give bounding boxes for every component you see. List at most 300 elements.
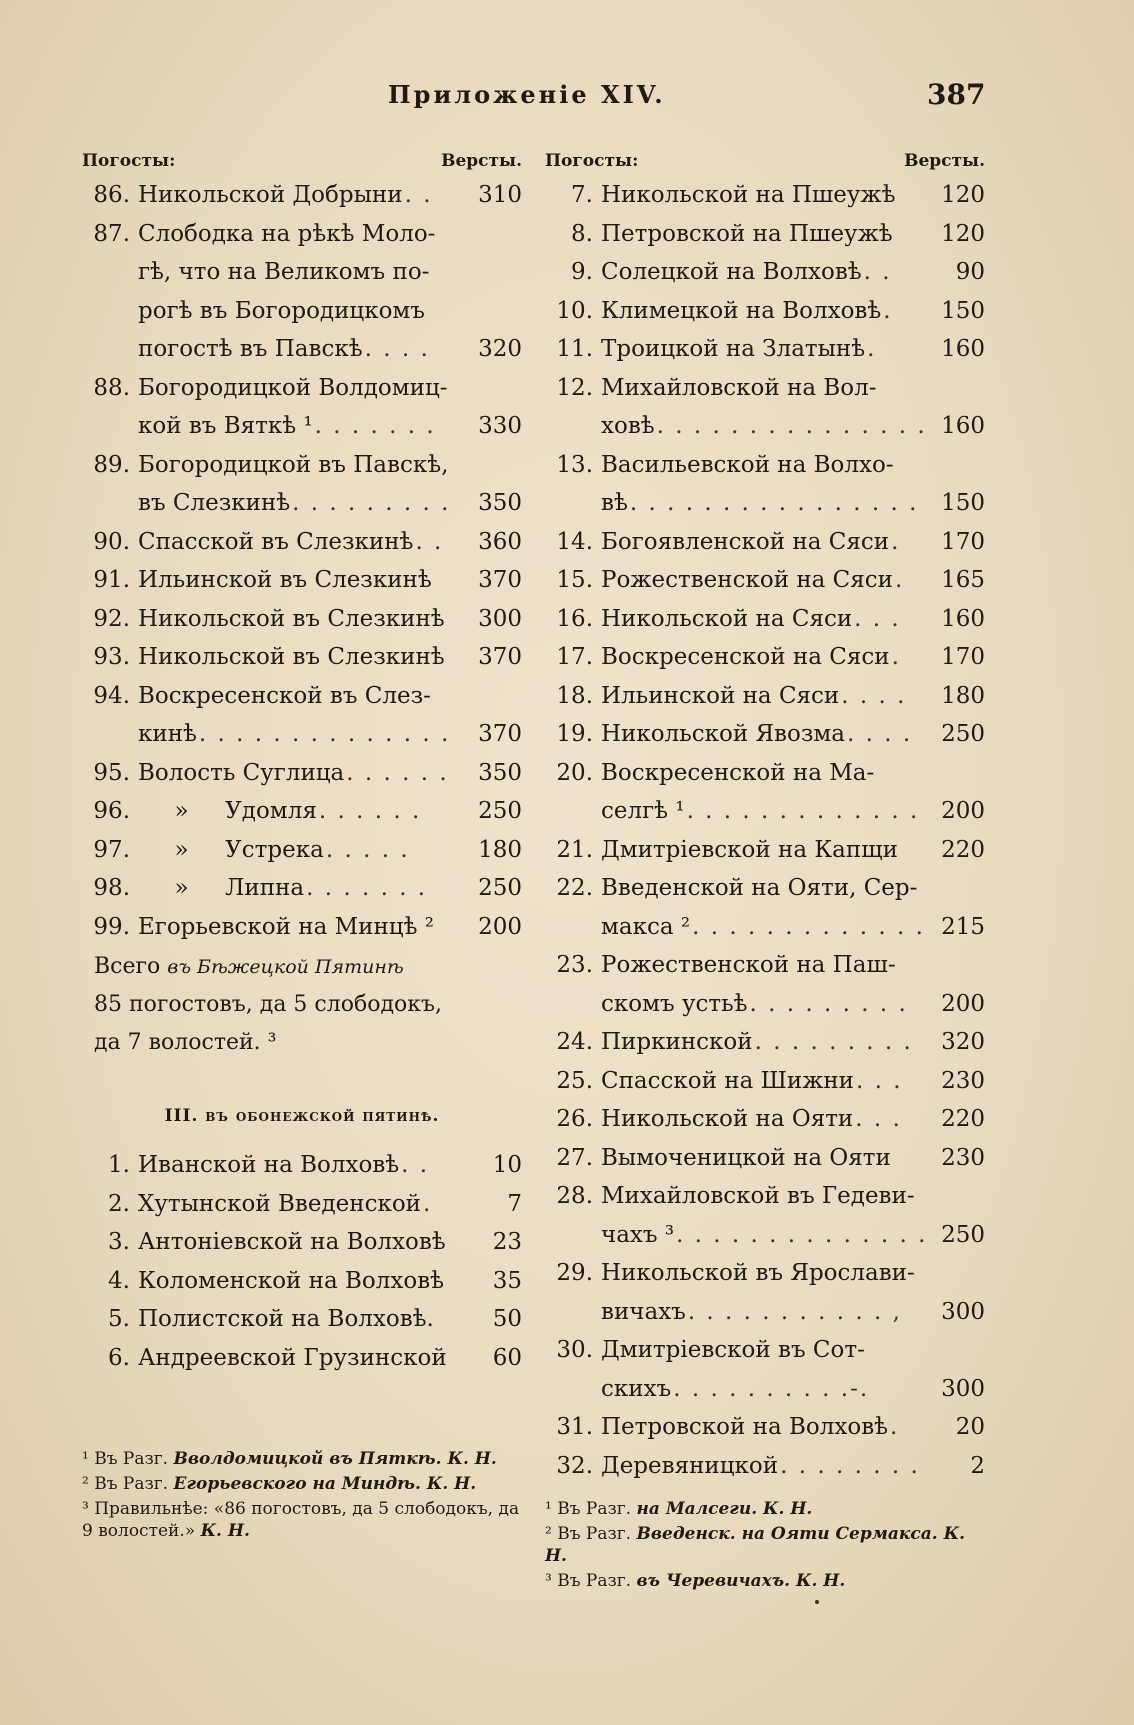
entry-name: Деревяницкой [601, 1452, 779, 1479]
entry-name: Солецкой на Волховѣ [601, 259, 862, 285]
entry-line [82, 1146, 522, 1185]
entry-line [82, 1300, 522, 1339]
footnotes-left [82, 1448, 527, 1545]
entry-line [82, 1223, 522, 1262]
section-title: III. въ обонежской пятинѣ. [164, 1106, 440, 1126]
entry-number: 96. [93, 798, 130, 824]
footnote-source: К. Н. [200, 1521, 250, 1541]
leader-dots: . [891, 528, 901, 555]
entry-line [545, 1100, 985, 1139]
entry-line [82, 330, 522, 369]
settlement-entry [82, 831, 522, 870]
footnote [545, 1570, 985, 1592]
leader-dots: . . [404, 182, 433, 208]
entry-line [82, 638, 522, 677]
entry-name: чахъ ³ [601, 1221, 675, 1248]
entry-number: 86. [93, 182, 130, 208]
entry-number: 21. [556, 836, 593, 863]
distance-versts: 170 [941, 528, 985, 555]
distance-versts: 50 [492, 1306, 522, 1332]
settlement-entry [82, 523, 522, 562]
entry-number: 1. [108, 1152, 130, 1178]
distance-versts: 150 [941, 297, 985, 324]
entry-number: 20. [556, 759, 593, 786]
distance-versts: 23 [492, 1229, 522, 1255]
entry-number: 19. [556, 721, 593, 747]
leader-dots: . . . . . . . . . [749, 990, 908, 1017]
entry-name: Спасской на Шижни [601, 1067, 855, 1094]
leader-dots: . . [401, 1152, 430, 1178]
entry-name: Ильинской въ Слезкинѣ [138, 567, 432, 593]
distance-versts: 330 [478, 413, 522, 439]
entry-number: 30. [556, 1337, 593, 1363]
settlement-entry [545, 1331, 985, 1408]
entry-number: 32. [556, 1452, 593, 1479]
page-number: 387 [927, 78, 986, 111]
entry-name: погостѣ въ Павскѣ [138, 336, 363, 362]
entry-number: 29. [556, 1260, 593, 1286]
entry-number: 94. [93, 682, 130, 709]
leader-dots: . . . . . . [346, 759, 449, 786]
leader-dots: . . . . . . . . . . . . . . . . [629, 490, 919, 516]
entry-number: 12. [556, 374, 593, 401]
left-column [82, 146, 522, 1377]
settlement-entry [82, 1223, 522, 1262]
leader-dots: . . . . . . . . . . . . . [692, 913, 925, 940]
footnote-text: ¹ Въ Разг. [82, 1449, 174, 1469]
settlement-entry [545, 1139, 985, 1178]
entry-line [545, 1254, 985, 1293]
distance-versts: 60 [492, 1344, 522, 1371]
leader-dots: . . . . . . . . . . . . . [686, 798, 920, 824]
entry-number: 4. [108, 1267, 130, 1294]
entry-number: 97. [93, 836, 130, 863]
distance-versts: 215 [941, 913, 985, 940]
settlement-entry [545, 561, 985, 600]
entry-name: Васильевской на Волхо- [601, 451, 894, 478]
distance-versts: 160 [941, 605, 985, 632]
settlement-entry [545, 523, 985, 562]
header-pogosty: Погосты: [82, 151, 176, 171]
entry-number: 93. [93, 644, 130, 670]
entry-line [545, 292, 985, 331]
leader-dots: . [883, 297, 893, 324]
settlement-entry [545, 600, 985, 639]
footnote-source: на Малсеги. К. Н. [636, 1499, 813, 1519]
entry-line [545, 754, 985, 793]
settlement-entry [545, 292, 985, 331]
entry-name: Введенской на Ояти, Сер- [601, 875, 918, 901]
distance-versts: 10 [492, 1152, 522, 1178]
right-column [545, 146, 985, 1485]
entry-name: Полистской на Волховѣ. [138, 1306, 434, 1332]
leader-dots: . . . . . . [318, 798, 422, 824]
entry-name: Никольской на Пшеужѣ [601, 182, 896, 208]
entry-name: вѣ [601, 490, 628, 516]
distance-versts: 320 [941, 1029, 985, 1055]
entry-line [545, 677, 985, 716]
settlement-entry [545, 1447, 985, 1486]
settlement-entry [545, 369, 985, 446]
distance-versts: 310 [478, 182, 522, 208]
entry-line [545, 1177, 985, 1216]
entry-name: Дмитріевской на Капщи [601, 836, 898, 863]
entry-number: 16. [556, 605, 593, 632]
settlement-entry [545, 1408, 985, 1447]
settlement-entry [545, 253, 985, 292]
entry-name: скихъ [601, 1375, 672, 1402]
footnote-text: ³ Въ Разг. [545, 1571, 637, 1591]
footnote-source: Вволдомицкой въ Пяткѣ. К. Н. [173, 1449, 497, 1469]
entry-name: » Удомля [138, 798, 317, 824]
entry-name: Вымоченицкой на Ояти [601, 1144, 891, 1171]
entry-name: Пиркинской [601, 1029, 753, 1055]
entry-line [82, 1262, 522, 1301]
distance-versts: 370 [478, 644, 522, 670]
entry-name: Троицкой на Златынѣ [601, 336, 866, 362]
entry-number: 2. [108, 1190, 130, 1217]
entry-name: Рожественской на Сяси [601, 567, 894, 593]
header-versty: Версты. [441, 151, 522, 171]
entry-number: 14. [556, 528, 593, 555]
footnote-source: въ Черевичахъ. К. Н. [636, 1571, 846, 1591]
leader-dots: . . [415, 528, 444, 555]
distance-versts: 230 [941, 1144, 985, 1171]
settlement-entry [545, 1100, 985, 1139]
entry-line [545, 1216, 985, 1255]
entry-line [545, 330, 985, 369]
entry-line [545, 1408, 985, 1447]
entry-name: Егорьевской на Минцѣ ² [138, 913, 434, 940]
entry-line [82, 215, 522, 254]
entry-name: Никольской въ Слезкинѣ [138, 605, 445, 632]
entry-line [545, 253, 985, 292]
entry-line [82, 792, 522, 831]
leader-dots: . . . . . . . [314, 413, 436, 439]
entry-number: 26. [556, 1106, 593, 1132]
footnote-text: ² Въ Разг. [545, 1524, 637, 1544]
distance-versts: 120 [941, 182, 985, 208]
entry-name: Богоявленской на Сяси [601, 528, 890, 555]
entry-name: Ильинской на Сяси [601, 682, 840, 709]
running-title: Приложеніе XIV. [388, 80, 666, 109]
entry-number: 90. [93, 528, 130, 555]
footnote-source: Введенск. на Ояти Сермакса. К. Н. [545, 1524, 966, 1566]
entry-name: Никольской въ Ярослави- [601, 1260, 915, 1286]
settlement-entry [82, 1262, 522, 1301]
leader-dots: . [891, 644, 901, 670]
distance-versts: 7 [507, 1190, 522, 1217]
distance-versts: 200 [478, 913, 522, 940]
entry-name: макса ² [601, 913, 691, 940]
entry-name: Андреевской Грузинской [138, 1344, 447, 1371]
summary-district: въ Бѣжецкой Пятинѣ [167, 956, 404, 978]
footnote [82, 1448, 527, 1470]
footnote-text: ³ Правильнѣе: «86 погостовъ, да 5 слободокъ, да 9 волостей.» [82, 1499, 520, 1541]
settlement-entry [82, 908, 522, 947]
entry-name: » Устрека [138, 836, 324, 863]
entry-name: Богородицкой Волдомиц- [138, 374, 448, 401]
entry-line [82, 561, 522, 600]
settlement-entry [82, 754, 522, 793]
entry-line [545, 831, 985, 870]
distance-versts: 160 [941, 413, 985, 439]
settlement-entry [545, 1254, 985, 1331]
distance-versts: 300 [941, 1375, 985, 1402]
entry-number: 24. [556, 1029, 593, 1055]
entry-number: 6. [108, 1344, 130, 1371]
distance-versts: 35 [492, 1267, 522, 1294]
distance-versts: 300 [478, 605, 522, 632]
footnote-text: ¹ Въ Разг. [545, 1499, 637, 1519]
district-summary [82, 948, 522, 1062]
leader-dots: . . . [856, 1067, 903, 1094]
entry-name: » Липна [138, 875, 305, 901]
entry-number: 11. [556, 336, 593, 362]
entry-line [545, 600, 985, 639]
distance-versts: 220 [941, 1106, 985, 1132]
leader-dots: . . . . [364, 336, 430, 362]
entry-line [545, 985, 985, 1024]
entry-line [82, 484, 522, 523]
leader-dots: . . . . . . . . . . . . . . [676, 1221, 928, 1248]
summary-line-2: 85 погостовъ, да 5 слободокъ, [94, 992, 442, 1017]
entry-number: 23. [556, 952, 593, 978]
settlement-entry [545, 946, 985, 1023]
entry-name: Иванской на Волховѣ [138, 1152, 400, 1178]
settlement-entry [545, 1023, 985, 1062]
entry-number: 27. [556, 1144, 593, 1171]
distance-versts: 170 [941, 644, 985, 670]
settlement-entry [82, 1185, 522, 1224]
leader-dots: . . [863, 259, 892, 285]
entry-number: 18. [556, 682, 593, 709]
footnote [545, 1498, 985, 1520]
distance-versts: 150 [941, 490, 985, 516]
settlement-entry [82, 1339, 522, 1378]
entry-line [545, 215, 985, 254]
leader-dots: . [890, 1414, 900, 1440]
settlement-entry [545, 1062, 985, 1101]
leader-dots: . . . . . . . . . . . , [687, 1298, 902, 1325]
entry-line [82, 253, 522, 292]
footnote [82, 1498, 527, 1542]
distance-versts: 230 [941, 1067, 985, 1094]
entry-number: 13. [556, 451, 593, 478]
settlement-entry [545, 677, 985, 716]
entry-number: 91. [93, 567, 130, 593]
footnote-text: ² Въ Разг. [82, 1474, 174, 1494]
entry-line [82, 908, 522, 947]
settlement-entry [82, 176, 522, 215]
running-head [0, 78, 1134, 118]
entry-line [82, 407, 522, 446]
entry-line [545, 1062, 985, 1101]
footnotes-right [545, 1498, 985, 1595]
entry-line [545, 561, 985, 600]
leader-dots: . . . . . . . . . [754, 1029, 913, 1055]
entry-line [545, 946, 985, 985]
distance-versts: 300 [941, 1298, 985, 1325]
entry-name: кинѣ [138, 721, 197, 747]
entry-line [82, 754, 522, 793]
leader-dots: . . . . . [325, 836, 410, 863]
settlement-entry [82, 215, 522, 369]
leader-dots: . . . . . . . . . [292, 490, 451, 516]
settlement-entry [82, 792, 522, 831]
entry-name: вичахъ [601, 1298, 686, 1325]
entry-line [545, 715, 985, 754]
entry-name: Никольской Добрыни [138, 182, 403, 208]
entry-name: Воскресенской въ Слез- [138, 682, 431, 709]
entry-name: Волость Суглица [138, 759, 345, 786]
entry-name: Богородицкой въ Павскѣ, [138, 451, 449, 478]
section-entries [82, 1146, 522, 1377]
entry-name: гѣ, что на Великомъ по- [138, 259, 430, 285]
settlement-entry [82, 369, 522, 446]
distance-versts: 165 [941, 567, 985, 593]
distance-versts: 250 [941, 721, 985, 747]
distance-versts: 370 [478, 721, 522, 747]
ink-speck [815, 1600, 819, 1604]
entry-number: 3. [108, 1229, 130, 1255]
leader-dots: . [867, 336, 877, 362]
entry-name: Никольской на Сяси [601, 605, 853, 632]
settlement-entry [82, 1146, 522, 1185]
entry-name: ховѣ [601, 413, 655, 439]
settlement-entry [82, 638, 522, 677]
entry-line [545, 1139, 985, 1178]
entry-number: 95. [93, 759, 130, 786]
entry-number: 99. [93, 913, 130, 940]
distance-versts: 250 [478, 798, 522, 824]
settlement-entry [545, 446, 985, 523]
entry-line [82, 446, 522, 485]
distance-versts: 2 [970, 1452, 985, 1479]
entry-line [82, 869, 522, 908]
entry-name: Михайловской въ Гедеви- [601, 1183, 915, 1209]
entry-number: 92. [93, 605, 130, 632]
entry-name: скомъ устьѣ [601, 990, 748, 1017]
entry-line [82, 369, 522, 408]
settlement-entry [82, 446, 522, 523]
entry-line [545, 908, 985, 947]
footnote [545, 1523, 985, 1567]
settlement-entry [545, 869, 985, 946]
entry-line [82, 523, 522, 562]
entry-number: 15. [556, 567, 593, 593]
entry-number: 10. [556, 297, 593, 324]
distance-versts: 220 [941, 836, 985, 863]
entry-name: Климецкой на Волховѣ [601, 297, 882, 324]
distance-versts: 250 [478, 875, 522, 901]
distance-versts: 250 [941, 1221, 985, 1248]
entry-name: Дмитріевской въ Сот- [601, 1337, 865, 1363]
entry-name: Воскресенской на Сяси [601, 644, 890, 670]
entry-line [545, 869, 985, 908]
entry-line [545, 369, 985, 408]
distance-versts: 360 [478, 528, 522, 555]
summary-line-1 [82, 948, 522, 986]
entry-line [545, 1331, 985, 1370]
entry-number: 98. [93, 875, 130, 901]
entry-name: въ Слезкинѣ [138, 490, 291, 516]
leader-dots: . . . . . . . . . . . . . . [198, 721, 451, 747]
entry-line [82, 176, 522, 215]
entry-number: 7. [571, 182, 593, 208]
entry-name: Рожественской на Паш- [601, 952, 896, 978]
header-pogosty: Погосты: [545, 151, 639, 171]
entry-number: 31. [556, 1414, 593, 1440]
entry-number: 22. [556, 875, 593, 901]
leader-dots: . . . [854, 605, 901, 632]
distance-versts: 320 [478, 336, 522, 362]
entry-name: Никольской на Ояти [601, 1106, 854, 1132]
summary-line-3: да 7 волостей. ³ [94, 1030, 277, 1055]
header-versty: Версты. [904, 151, 985, 171]
entry-name: Слободка на рѣкѣ Моло- [138, 220, 436, 247]
entry-name: Антоніевской на Волховѣ [138, 1229, 446, 1255]
settlement-entry [82, 869, 522, 908]
distance-versts: 160 [941, 336, 985, 362]
entry-line [82, 1339, 522, 1378]
entry-name: Коломенской на Волховѣ [138, 1267, 445, 1294]
leader-dots: . . . . . . . . . .-. [673, 1375, 870, 1402]
distance-versts: 200 [941, 990, 985, 1017]
leader-dots: . . . . [841, 682, 907, 709]
settlement-entry [545, 176, 985, 215]
entry-number: 89. [93, 451, 130, 478]
entry-line [545, 638, 985, 677]
entry-line [545, 1370, 985, 1409]
entry-name: Никольской въ Слезкинѣ [138, 644, 445, 670]
entry-number: 5. [108, 1306, 130, 1332]
settlement-entry [545, 1177, 985, 1254]
entry-line [545, 176, 985, 215]
settlement-entry [82, 561, 522, 600]
settlement-entry [545, 715, 985, 754]
entry-number: 28. [556, 1183, 593, 1209]
settlement-entry [545, 754, 985, 831]
settlement-entry [82, 1300, 522, 1339]
summary-prefix: Всего [94, 954, 168, 979]
distance-versts: 90 [955, 259, 985, 285]
leader-dots: . . . . . . . . . . . . . . . [656, 413, 927, 439]
entry-line [545, 407, 985, 446]
entry-line [545, 484, 985, 523]
entry-name: селгѣ ¹ [601, 798, 685, 824]
distance-versts: 370 [478, 567, 522, 593]
left-entries [82, 176, 522, 946]
distance-versts: 200 [941, 798, 985, 824]
leader-dots: . . . . . . . [306, 875, 428, 901]
entry-number: 87. [93, 220, 130, 247]
leader-dots: . . . [855, 1106, 902, 1132]
entry-line [545, 1447, 985, 1486]
entry-line [82, 600, 522, 639]
entry-name: Никольской Явозма [601, 721, 846, 747]
leader-dots: . . . . . . . . [780, 1452, 920, 1479]
leader-dots: . . . . [847, 721, 913, 747]
distance-versts: 180 [478, 836, 522, 863]
settlement-entry [545, 638, 985, 677]
entry-line [545, 1293, 985, 1332]
entry-name: Спасской въ Слезкинѣ [138, 528, 414, 555]
settlement-entry [82, 600, 522, 639]
entry-name: Петровской на Волховѣ [601, 1414, 889, 1440]
right-column-header [545, 146, 985, 176]
entry-number: 25. [556, 1067, 593, 1094]
